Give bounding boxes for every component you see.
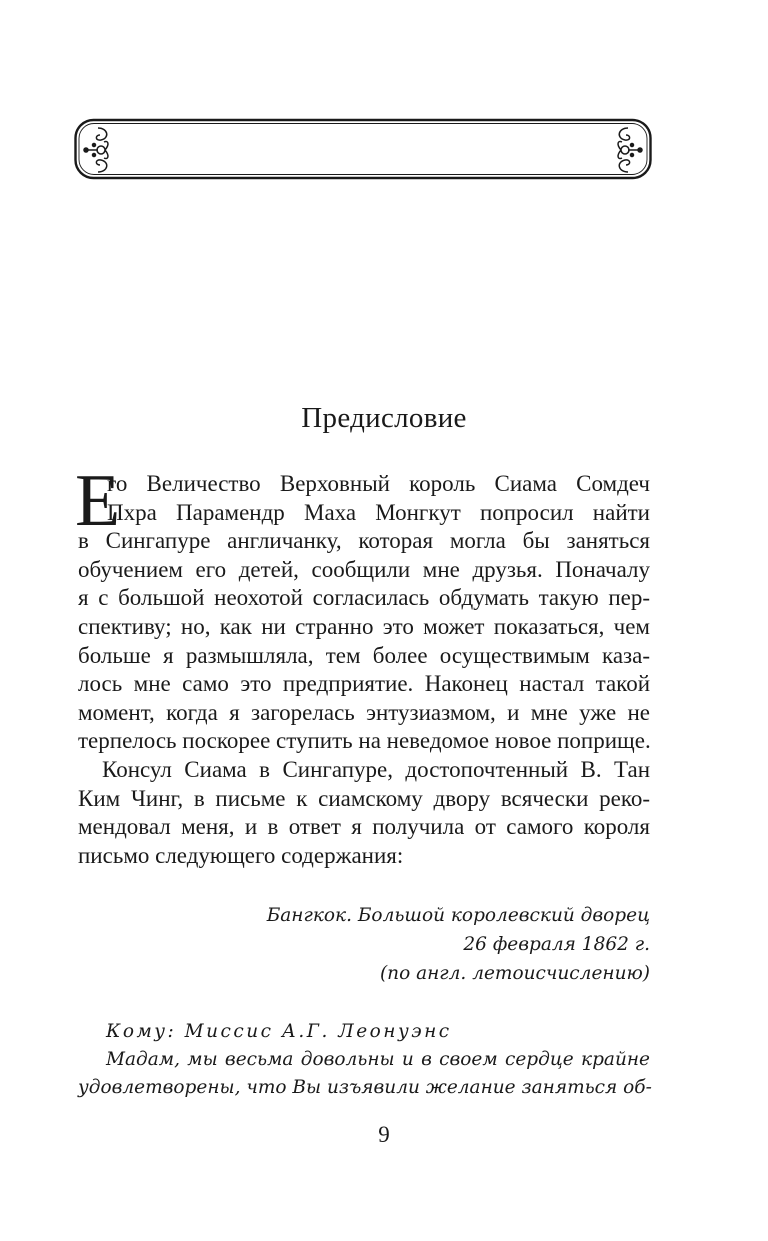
text-line: письмо следующего содержания: xyxy=(78,842,404,868)
text-line: мендовал меня, и в ответ я получила от самого короля xyxy=(78,814,650,840)
text-line: Консул Сиама в Сингапуре, достопочтенный В. Тан xyxy=(102,756,650,782)
letter-line: удовлетворены, что Вы изъявили желание заняться об- xyxy=(78,1077,652,1098)
letter-dateline xyxy=(267,901,650,988)
text-line: обучением его детей, сообщили мне друзья. Поначалу xyxy=(78,556,650,582)
text-line: терпелось поскорее ступить на неведомое новое поприще. xyxy=(78,728,651,754)
text-line: больше я размышляла, тем более осуществимым каза- xyxy=(78,642,650,668)
paragraph-1 xyxy=(75,460,651,756)
dateline-date: 26 февраля 1862 г. xyxy=(463,934,650,955)
text-line: Пхра Парамендр Маха Монгкут попросил найти xyxy=(107,499,650,525)
right-flourish-icon xyxy=(618,128,642,172)
letter-line: Мадам, мы весьма довольны и в своем сердце крайне xyxy=(106,1049,650,1070)
text-line: момент, когда я загорелась энтузиазмом, и мне уже не xyxy=(78,699,650,725)
drop-cap: Е xyxy=(75,460,121,542)
text-line: я с большой неохотой согласилась обдумать такую пер- xyxy=(78,585,650,611)
text-line: Ким Чинг, в письме к сиамскому двору всячески реко- xyxy=(78,785,650,811)
dateline-place: Бангкок. Большой королевский дворец xyxy=(266,905,650,926)
ornamental-header-frame xyxy=(74,118,652,182)
dateline-note: (по англ. летоисчислению) xyxy=(379,963,650,984)
text-line: в Сингапуре англичанку, которая могла бы заняться xyxy=(78,528,650,554)
letter-addressee: Кому: Миссис А.Г. Леонуэнс xyxy=(106,1021,452,1042)
chapter-heading: Предисловие xyxy=(301,402,467,434)
left-flourish-icon xyxy=(84,128,108,172)
text-line: го Величество Верховный король Сиама Сомдеч xyxy=(107,471,650,496)
body-text xyxy=(75,460,651,870)
letter-excerpt xyxy=(78,1018,650,1102)
text-line: спективу; но, как ни странно это может показаться, чем xyxy=(78,613,650,639)
paragraph-2 xyxy=(78,756,650,870)
page-number: 9 xyxy=(378,1122,390,1147)
text-line: лось мне само это предприятие. Наконец настал такой xyxy=(78,671,650,697)
